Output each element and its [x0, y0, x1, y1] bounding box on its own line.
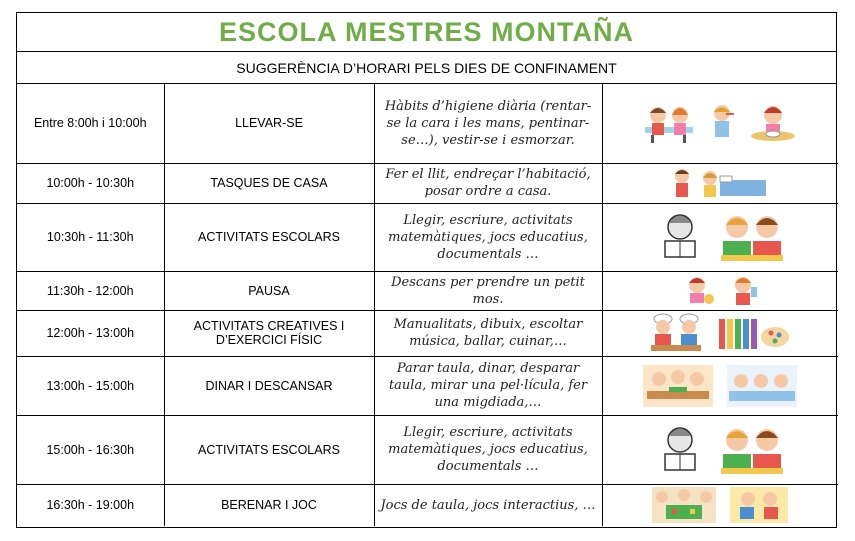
- table-row: [17, 271, 838, 310]
- child-eating-breakfast-icon: [749, 103, 797, 143]
- activity-cell: ACTIVITATS ESCOLARS: [164, 415, 374, 484]
- child-brushing-teeth-icon: [709, 103, 735, 143]
- children-playing-icon: [730, 487, 788, 523]
- description-cell: Hàbits d’higiene diària (rentar-se la cara i les mans, pentinar-se…), vestir-se i esmorzar.: [374, 84, 602, 163]
- table-row: [17, 310, 838, 356]
- illustration-cell: [602, 203, 838, 271]
- description-cell: Llegir, escriure, activitats matemàtiques, jocs educatius, documentals …: [374, 203, 602, 271]
- table-row: [17, 356, 838, 415]
- activity-cell: DINAR I DESCANSAR: [164, 356, 374, 415]
- time-cell: Entre 8:00h i 10:00h: [17, 84, 164, 163]
- schedule-table: [17, 84, 838, 526]
- page-title: ESCOLA MESTRES MONTAÑA: [17, 13, 836, 52]
- time-cell: 11:30h - 12:00h: [17, 271, 164, 310]
- activity-cell: BERENAR I JOC: [164, 484, 374, 526]
- illustration-cell: [602, 271, 838, 310]
- description-cell: Fer el llit, endreçar l’habitació, posar ordre a casa.: [374, 163, 602, 203]
- activity-cell: ACTIVITATS CREATIVES I D’EXERCICI FÍSIC: [164, 310, 374, 356]
- time-cell: 15:00h - 16:30h: [17, 415, 164, 484]
- activity-cell: LLEVAR-SE: [164, 84, 374, 163]
- family-lunch-icon: [643, 365, 713, 407]
- schedule-sheet: [16, 12, 837, 528]
- description-cell: Descans per prendre un petit mos.: [374, 271, 602, 310]
- children-washing-icon: [643, 103, 695, 143]
- illustration-cell: [602, 163, 838, 203]
- illustration-cell: [602, 356, 838, 415]
- table-row: [17, 484, 838, 526]
- table-row: [17, 84, 838, 163]
- page-subtitle: SUGGERÈNCIA D’HORARI PELS DIES DE CONFINAMENT: [17, 52, 836, 84]
- illustration-cell: [602, 415, 838, 484]
- time-cell: 10:30h - 11:30h: [17, 203, 164, 271]
- child-making-bed-icon: [670, 166, 770, 200]
- board-game-icon: [652, 487, 716, 523]
- activity-cell: PAUSA: [164, 271, 374, 310]
- time-cell: 12:00h - 13:00h: [17, 310, 164, 356]
- description-cell: Jocs de taula, jocs interactius, …: [374, 484, 602, 526]
- children-studying-icon: [719, 211, 785, 263]
- art-supplies-icon: [717, 313, 791, 353]
- table-row: [17, 415, 838, 484]
- description-cell: Parar taula, dinar, desparar taula, mirar una pel·lícula, fer una migdiada,…: [374, 356, 602, 415]
- illustration-cell: [602, 484, 838, 526]
- illustration-cell: [602, 84, 838, 163]
- description-cell: Manualitats, dibuix, escoltar música, ballar, cuinar,…: [374, 310, 602, 356]
- activity-cell: TASQUES DE CASA: [164, 163, 374, 203]
- table-row: [17, 203, 838, 271]
- time-cell: 10:00h - 10:30h: [17, 163, 164, 203]
- child-reading-icon: [655, 211, 705, 263]
- children-cooking-icon: [649, 313, 703, 353]
- child-snacking-icon: [681, 275, 715, 307]
- children-studying-icon: [719, 424, 785, 476]
- time-cell: 13:00h - 15:00h: [17, 356, 164, 415]
- table-row: [17, 163, 838, 203]
- child-drinking-icon: [729, 275, 759, 307]
- activity-cell: ACTIVITATS ESCOLARS: [164, 203, 374, 271]
- child-reading-icon: [655, 424, 705, 476]
- children-resting-icon: [727, 365, 797, 407]
- description-cell: Llegir, escriure, activitats matemàtiques, jocs educatius, documentals …: [374, 415, 602, 484]
- illustration-cell: [602, 310, 838, 356]
- time-cell: 16:30h - 19:00h: [17, 484, 164, 526]
